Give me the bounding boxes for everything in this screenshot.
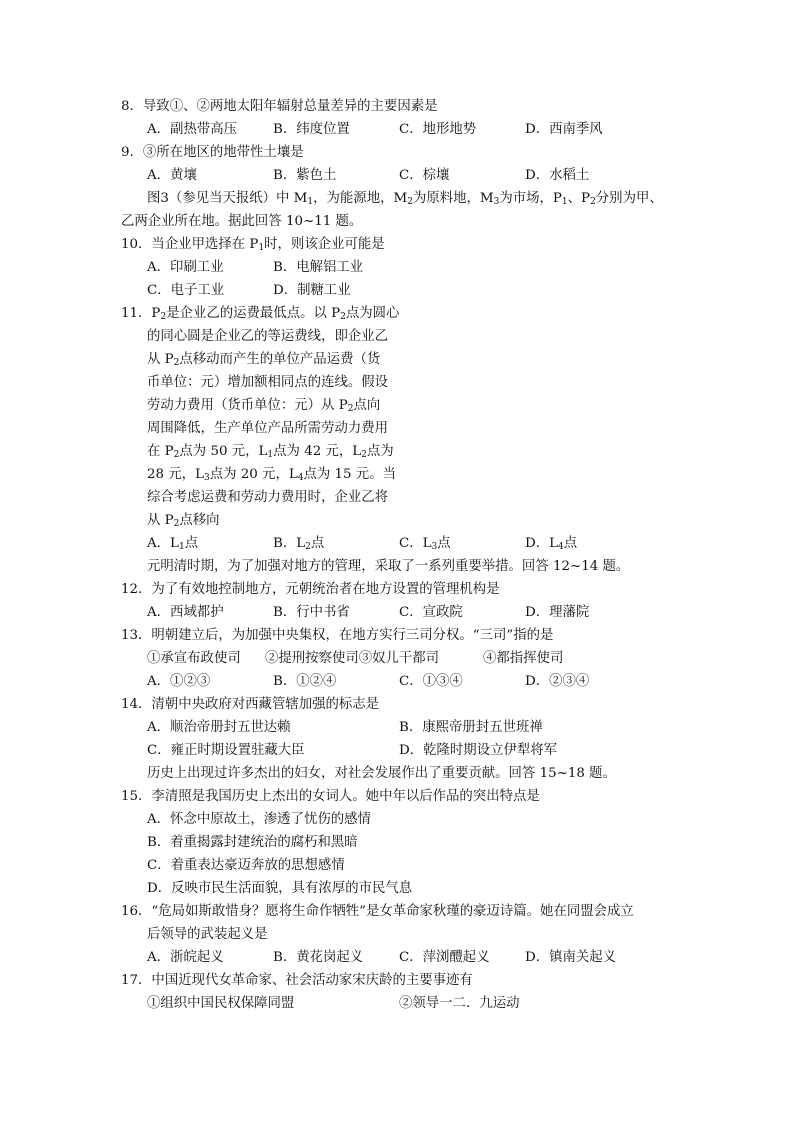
- q12-option-d: D．理藩院: [525, 605, 590, 620]
- q15-option-d: D．反映市民生活面貌，具有浓厚的市民气息: [147, 881, 413, 896]
- q10-option-b: B．电解铝工业: [273, 260, 364, 275]
- q9-option-d: D．水稻土: [525, 168, 590, 183]
- intro-12-14: 元明清时期，为了加强对地方的管理，采取了一系列重要举措。回答 12~14 题。: [147, 559, 630, 574]
- q17-item-1: ①组织中国民权保障同盟: [147, 996, 295, 1011]
- q8-option-d: D．西南季风: [525, 122, 603, 137]
- q10-option-a: A．印刷工业: [147, 260, 224, 275]
- q15-option-b: B．着重揭露封建统治的腐朽和黑暗: [147, 835, 358, 850]
- q11-option-d: D．$L_4$点: [525, 536, 578, 552]
- q11-line4: 币单位：元）增加额相同点的连线。假设: [147, 375, 389, 390]
- q12-option-a: A．西域都护: [147, 605, 224, 620]
- q13-option-b: B．①②④: [273, 674, 337, 689]
- q14-option-d: D．乾隆时期设立伊犁将军: [399, 743, 558, 758]
- intro-10-11-line2: 乙两企业所在地。据此回答 10~11 题。: [121, 214, 363, 229]
- q11-line9: 综合考虑运费和劳动力费用时，企业乙将: [147, 490, 389, 505]
- q17-item-2: ②领导一二．九运动: [399, 996, 520, 1011]
- q11-line2: 的同心圆是企业乙的等运费线，即企业乙: [147, 329, 389, 344]
- q14-stem: 14．清朝中央政府对西藏管辖加强的标志是: [121, 697, 380, 712]
- q10-option-c: C．电子工业: [147, 283, 225, 298]
- q8-option-c: C．地形地势: [399, 122, 477, 137]
- q9-option-b: B．紫色土: [273, 168, 337, 183]
- q11-line7: 在 $P_2$点为 50 元，$L_1$点为 42 元，$L_2$点为: [147, 444, 394, 460]
- q11-line1: 11．$P_2$是企业乙的运费最低点。以 $P_2$点为圆心: [121, 306, 400, 322]
- q16-option-c: C．萍浏醴起义: [399, 950, 490, 965]
- q12-option-b: B．行中书省: [273, 605, 350, 620]
- q11-option-c: C．$L_3$点: [399, 536, 451, 552]
- q13-option-c: C．①③④: [399, 674, 463, 689]
- q8-option-a: A．副热带高压: [147, 122, 238, 137]
- q13-option-a: A．①②③: [147, 674, 211, 689]
- q16-option-d: D．镇南关起义: [525, 950, 617, 965]
- q11-line6: 周围降低，生产单位产品所需劳动力费用: [147, 421, 389, 436]
- q16-stem-line1: 16．“危局如斯敢惜身？愿将生命作牺牲”是女革命家秋瑾的豪迈诗篇。她在同盟会成立: [121, 904, 634, 919]
- intro-10-11-line1: 图3（参见当天报纸）中 $M_1$，为能源地，$M_2$为原料地，$M_3$为市场，$P_1$、$P_2$分别为甲、: [147, 191, 663, 207]
- q10-option-d: D．制糖工业: [273, 283, 351, 298]
- q14-option-a: A．顺治帝册封五世达赖: [147, 720, 291, 735]
- q8-stem: 8．导致①、②两地太阳年辐射总量差异的主要因素是: [121, 99, 438, 114]
- q13-stem: 13．明朝建立后，为加强中央集权，在地方实行三司分权。“三司”指的是: [121, 628, 554, 643]
- q13-item-1: ①承宣布政使司: [147, 651, 241, 666]
- q17-stem: 17．中国近现代女革命家、社会活动家宋庆龄的主要事迹有: [121, 973, 473, 988]
- q12-stem: 12．为了有效地控制地方，元朝统治者在地方设置的管理机构是: [121, 582, 500, 597]
- q10-stem: 10．当企业甲选择在 $P_1$时，则该企业可能是: [121, 237, 385, 253]
- q11-line10: 从 $P_2$点移向: [147, 513, 220, 529]
- q11-line5: 劳动力费用（货币单位：元）从 $P_2$点向: [147, 398, 381, 414]
- q13-item-4: ④都指挥使司: [483, 651, 564, 666]
- q11-option-b: B．$L_2$点: [273, 536, 325, 552]
- q9-option-c: C．棕壤: [399, 168, 450, 183]
- q9-option-a: A．黄壤: [147, 168, 197, 183]
- q16-option-a: A．浙皖起义: [147, 950, 224, 965]
- q12-option-c: C．宣政院: [399, 605, 463, 620]
- q11-line8: 28 元，$L_3$点为 20 元，$L_4$点为 15 元。当: [147, 467, 396, 483]
- q13-item-2-3: ②提刑按察使司③奴儿干都司: [265, 651, 440, 666]
- q11-line3: 从 $P_2$点移动而产生的单位产品运费（货: [147, 352, 381, 368]
- q9-stem: 9．③所在地区的地带性土壤是: [121, 145, 304, 160]
- q15-stem: 15．李清照是我国历史上杰出的女词人。她中年以后作品的突出特点是: [121, 789, 540, 804]
- q15-option-a: A．怀念中原故土，渗透了忧伤的感情: [147, 812, 371, 827]
- q14-option-b: B．康熙帝册封五世班禅: [399, 720, 543, 735]
- q14-option-c: C．雍正时期设置驻藏大臣: [147, 743, 305, 758]
- q11-option-a: A．$L_1$点: [147, 536, 199, 552]
- q16-option-b: B．黄花岗起义: [273, 950, 364, 965]
- q15-option-c: C．着重表达豪迈奔放的思想感情: [147, 858, 345, 873]
- q8-option-b: B．纬度位置: [273, 122, 350, 137]
- q16-stem-line2: 后领导的武装起义是: [147, 927, 268, 942]
- intro-15-18: 历史上出现过许多杰出的妇女，对社会发展作出了重要贡献。回答 15~18 题。: [147, 766, 616, 781]
- q13-option-d: D．②③④: [525, 674, 590, 689]
